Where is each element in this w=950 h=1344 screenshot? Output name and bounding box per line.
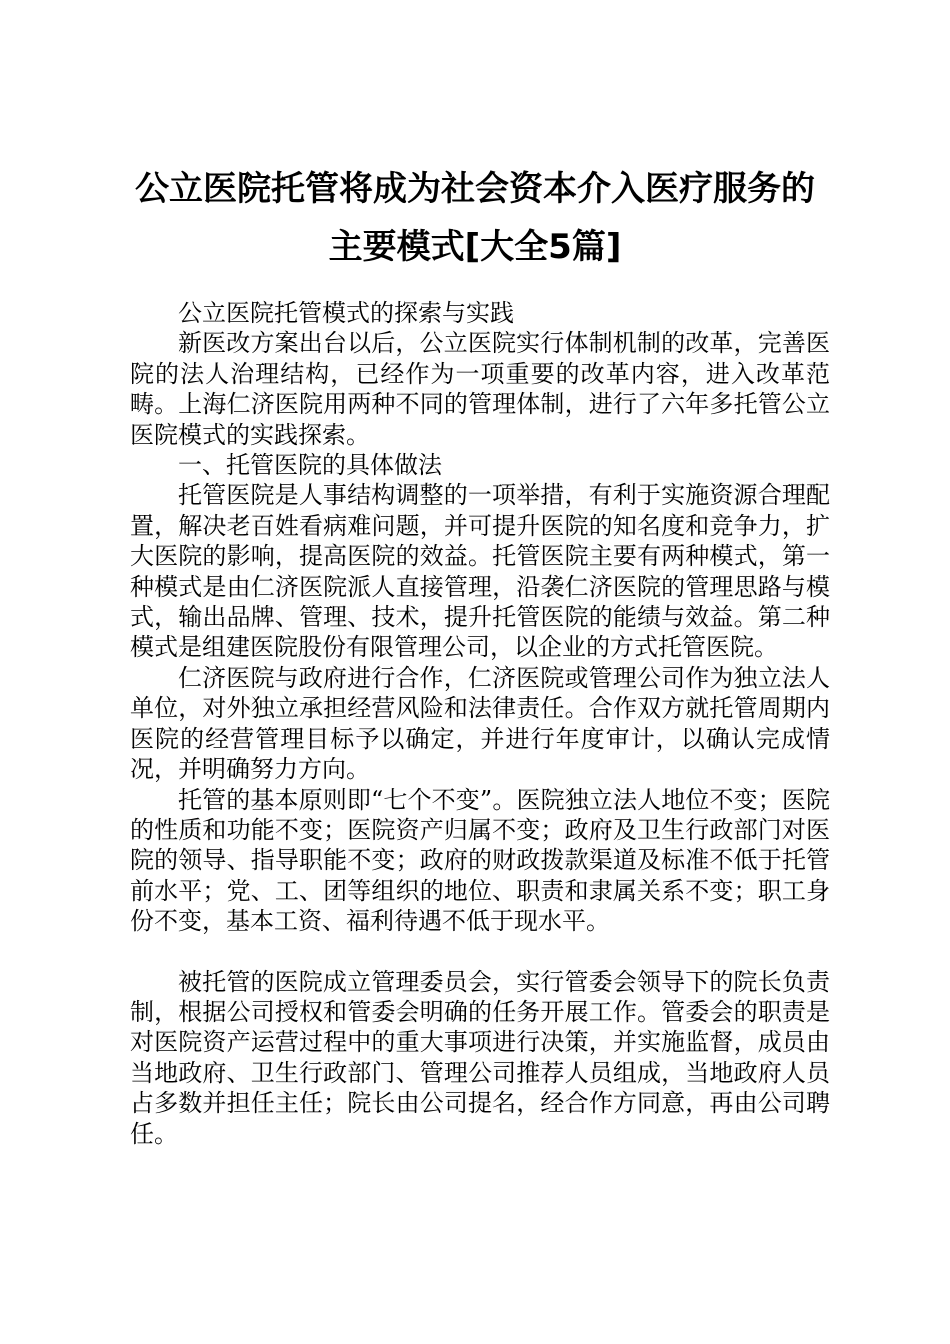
title-line-1: 公立医院托管将成为社会资本介入医疗服务的 [135,169,815,209]
intro-paragraph: 新医改方案出台以后，公立医院实行体制机制的改革，完善医院的法人治理结构，已经作为一项重要的改革内容，进入改革范畴。上海仁济医院用两种不同的管理体制，进行了六年多托管公立医院模式的实践探索。 [130,329,830,449]
title-line-2: 主要模式[大全5篇] [328,227,622,267]
document-body [130,298,830,1149]
document-title [110,160,840,276]
subtitle-paragraph: 公立医院托管模式的探索与实践 [178,299,514,327]
body-paragraph: 托管的基本原则即“七个不变”。医院独立法人地位不变；医院的性质和功能不变；医院资产归属不变；政府及卫生行政部门对医院的领导、指导职能不变；政府的财政拨款渠道及标准不低于托管前水平；党、工、团等组织的地位、职责和隶属关系不变；职工身份不变，基本工资、福利待遇不低于现水平。 [130,785,830,936]
body-paragraph: 仁济医院与政府进行合作，仁济医院或管理公司作为独立法人单位，对外独立承担经营风险和法律责任。合作双方就托管周期内医院的经营管理目标予以确定，并进行年度审计，以确认完成情况，并明确努力方向。 [130,663,830,784]
body-paragraph: 被托管的医院成立管理委员会，实行管委会领导下的院长负责制，根据公司授权和管委会明确的任务开展工作。管委会的职责是对医院资产运营过程中的重大事项进行决策，并实施监督，成员由当地政府、卫生行政部门、管理公司推荐人员组成，当地政府人员占多数并担任主任；院长由公司提名，经合作方同意，再由公司聘任。 [130,967,830,1148]
body-paragraph: 托管医院是人事结构调整的一项举措，有利于实施资源合理配置，解决老百姓看病难问题，并可提升医院的知名度和竞争力，扩大医院的影响，提高医院的效益。托管医院主要有两种模式，第一种模式是由仁济医院派人直接管理，沿袭仁济医院的管理思路与模式，输出品牌、管理、技术，提升托管医院的能绩与效益。第二种模式是组建医院股份有限管理公司，以企业的方式托管医院。 [130,481,830,662]
section-heading: 一、托管医院的具体做法 [178,451,442,480]
